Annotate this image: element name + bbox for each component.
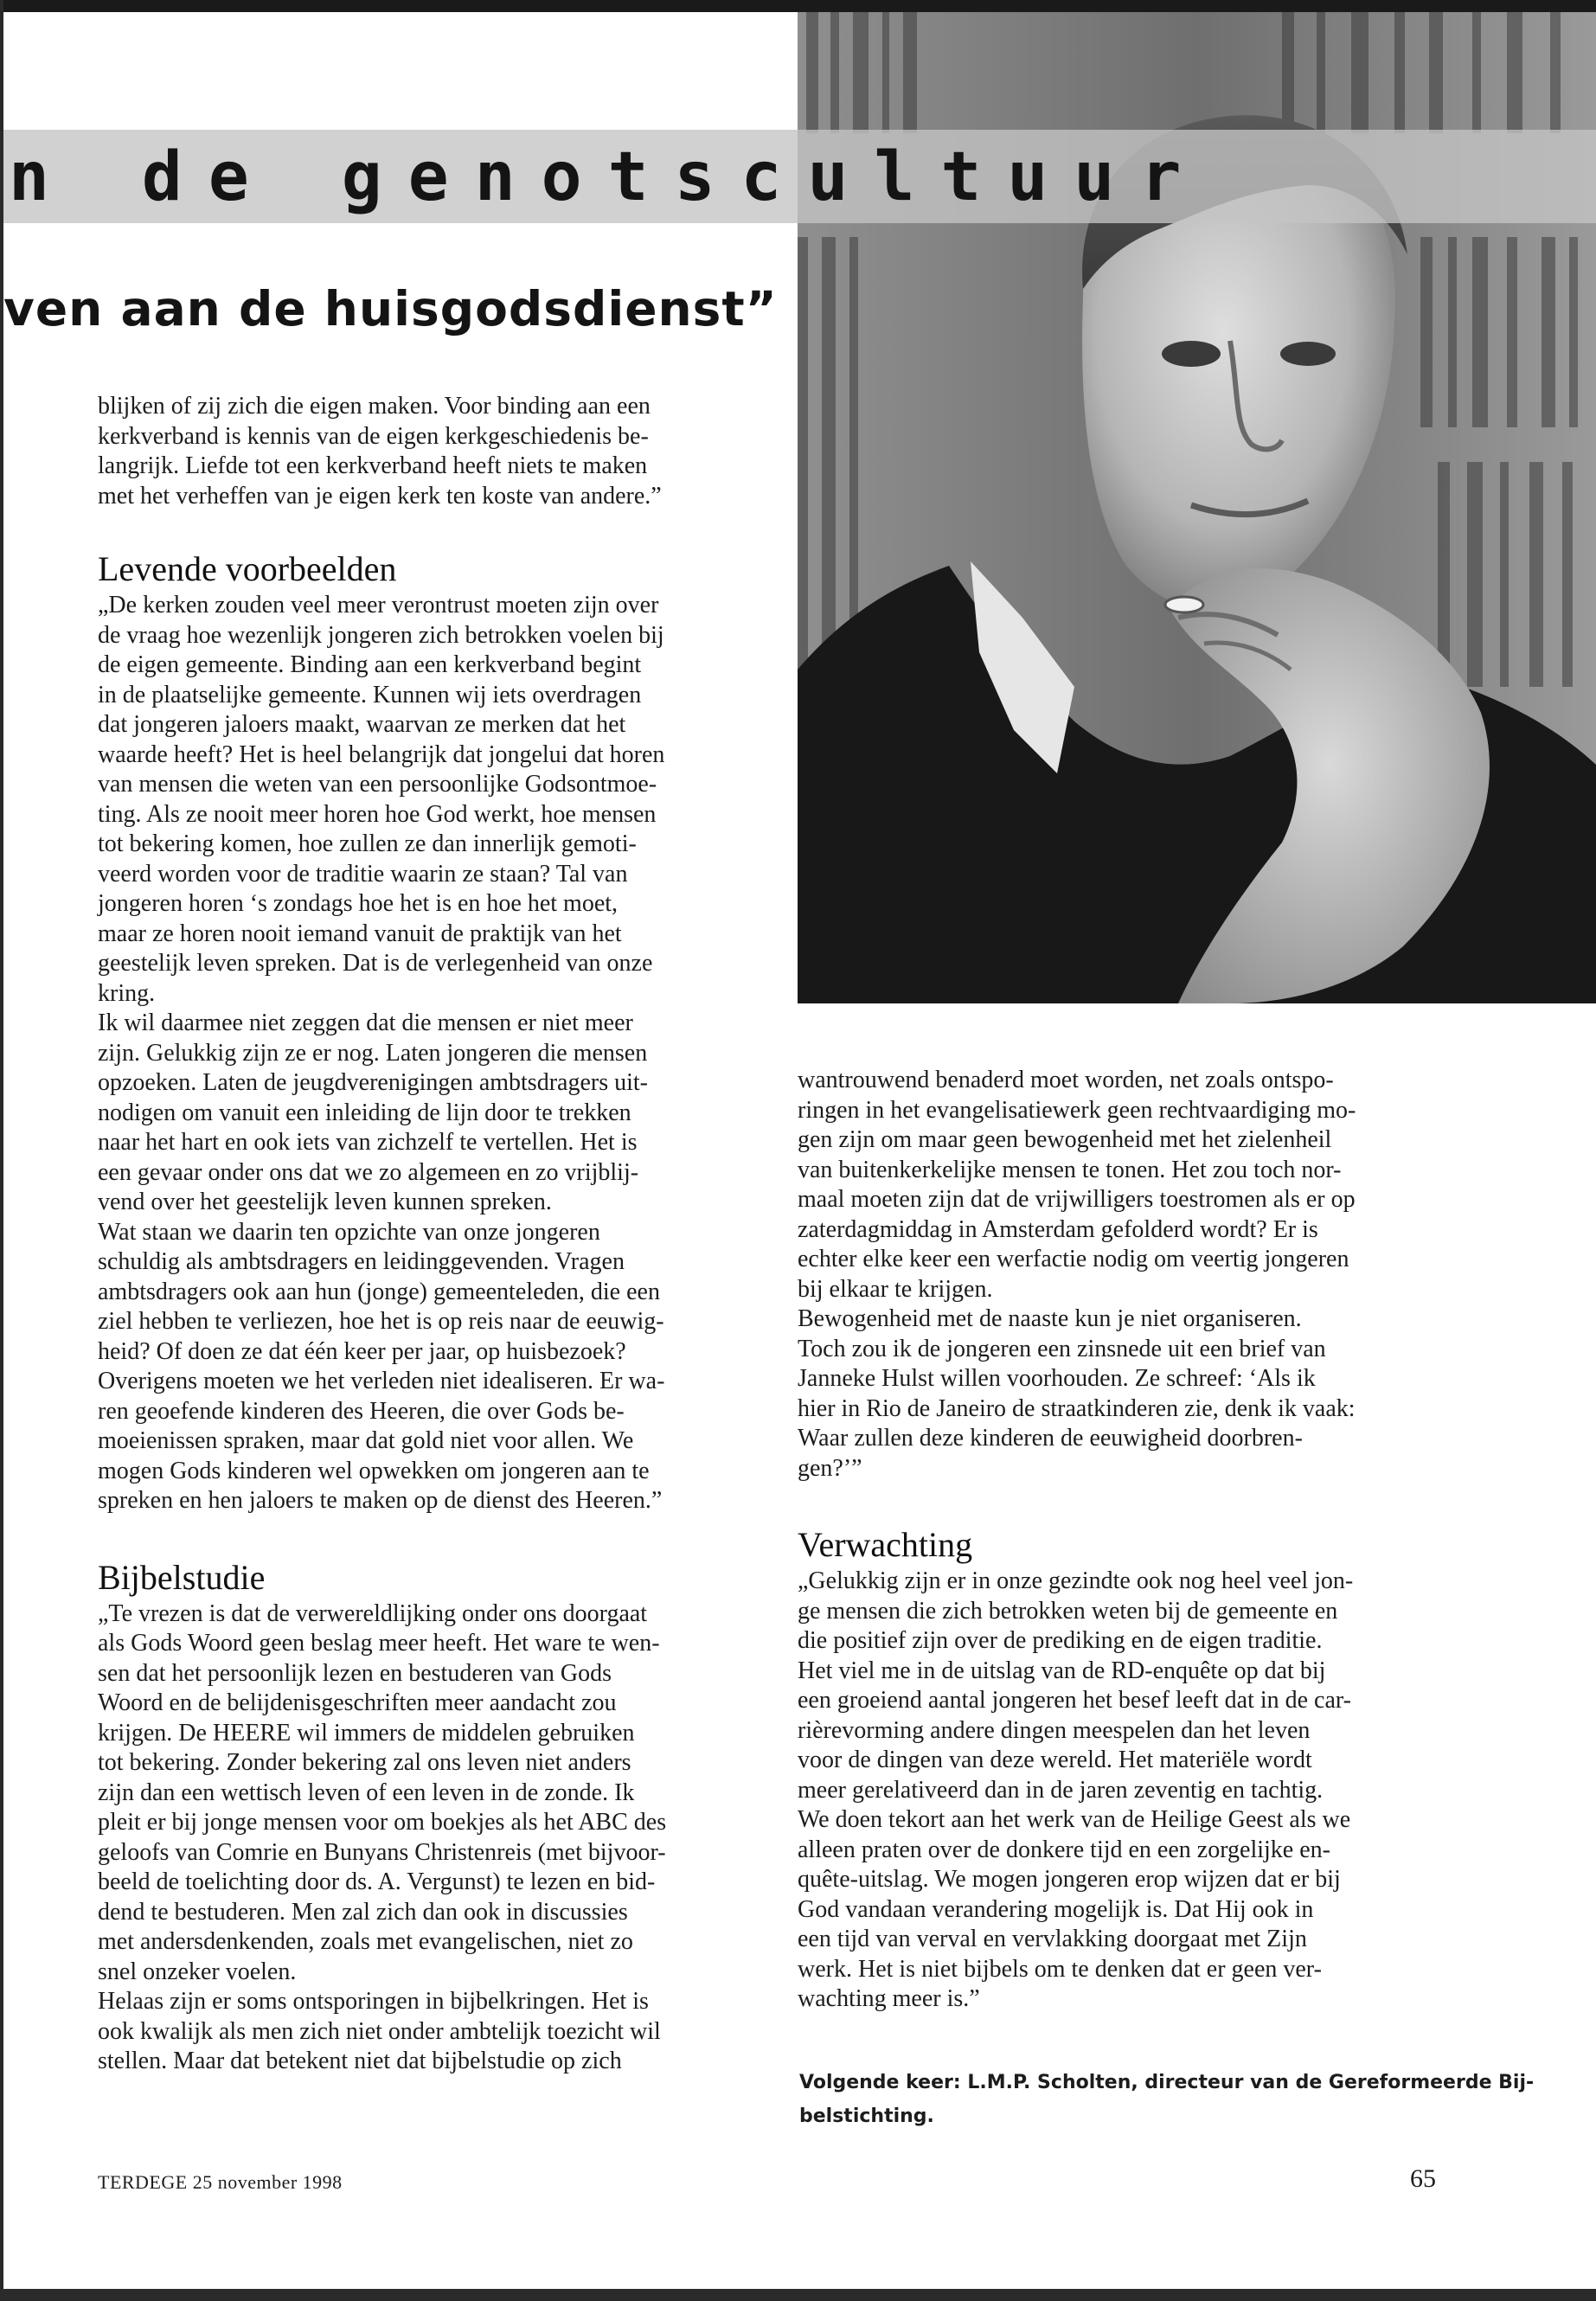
text-line: kerkverband is kennis van de eigen kerkgeschiedenis be-: [98, 422, 649, 450]
text-line: echter elke keer een werfactie nodig om veertig jongeren: [798, 1246, 1349, 1272]
next-issue-note: [799, 2066, 1535, 2133]
right-column: [798, 1066, 1429, 2015]
text-line: Woord en de belijdenisgeschriften meer aandacht zou: [98, 1689, 617, 1716]
text-line: voor de dingen van deze wereld. Het materiële wordt: [798, 1747, 1312, 1773]
text-line: die positief zijn over de prediking en de eigen traditie.: [798, 1627, 1323, 1654]
text-line: ringen in het evangelisatiewerk geen rechtvaardiging mo-: [798, 1096, 1356, 1124]
left-column: [98, 392, 755, 2077]
text-line: schuldig als ambtsdragers en leidinggevenden. Vragen: [98, 1248, 625, 1275]
heading-bijbelstudie: Bijbelstudie: [98, 1557, 266, 1597]
text-line: belstichting.: [799, 2106, 934, 2127]
text-line: hier in Rio de Janeiro de straatkinderen zie, denk ik vaak:: [798, 1394, 1356, 1422]
text-line: als Gods Woord geen beslag meer heeft. Het ware te wen-: [98, 1630, 660, 1657]
text-line: snel onzeker voelen.: [98, 1958, 297, 1985]
article-title: ven aan de huisgodsdienst”: [3, 281, 778, 336]
text-line: rièrevorming andere dingen meespelen dan het leven: [798, 1716, 1311, 1744]
text-line: vend over het geestelijk leven kunnen spreken.: [98, 1189, 552, 1215]
text-line: Toch zou ik de jongeren een zinsnede uit een brief van: [798, 1335, 1326, 1362]
continuation-paragraph: [798, 1066, 1429, 1484]
text-line: kring.: [98, 979, 156, 1007]
page-left-edge: [0, 0, 3, 2301]
section-levende-voorbeelden: [98, 591, 755, 1516]
text-line: Het viel me in de uitslag van de RD-enquête op dat bij: [798, 1657, 1326, 1684]
text-line: met het verheffen van je eigen kerk ten koste van andere.”: [98, 482, 662, 510]
text-line: een gevaar onder ons dat we zo algemeen en zo vrijblij-: [98, 1158, 639, 1186]
text-line: werk. Het is niet bijbels om te denken dat er geen ver-: [798, 1955, 1322, 1983]
text-line: opzoeken. Laten de jeugdverenigingen ambtsdragers uit-: [98, 1069, 648, 1096]
text-line: wantrouwend benaderd moet worden, net zoals ontspo-: [798, 1067, 1334, 1093]
text-line: Waar zullen deze kinderen de eeuwigheid doorbren-: [798, 1425, 1303, 1452]
text-line: alleen praten over de donkere tijd en een zorgelijke en-: [798, 1836, 1330, 1863]
intro-paragraph: [98, 392, 755, 511]
text-line: ambtsdragers ook aan hun (jonge) gemeenteleden, die een: [98, 1278, 660, 1305]
text-line: zaterdagmiddag in Amsterdam gefolderd wordt? Er is: [798, 1215, 1318, 1243]
text-line: zijn. Gelukkig zijn ze er nog. Laten jongeren die mensen: [98, 1039, 648, 1067]
text-line: veerd worden voor de traditie waarin ze staan? Tal van: [98, 860, 628, 888]
text-line: in de plaatselijke gemeente. Kunnen wij iets overdragen: [98, 681, 642, 708]
text-line: sen dat het persoonlijk lezen en bestuderen van Gods: [98, 1659, 612, 1687]
text-line: „De kerken zouden veel meer verontrust moeten zijn over: [98, 592, 659, 619]
publication-footer: TERDEGE 25 november 1998: [98, 2171, 343, 2193]
page-number: 65: [1410, 2164, 1436, 2193]
text-line: „Gelukkig zijn er in onze gezindte ook nog heel veel jon-: [798, 1567, 1354, 1594]
text-line: moeienissen spraken, maar dat gold niet voor allen. We: [98, 1427, 634, 1454]
text-line: heid? Of doen ze dat één keer per jaar, op huisbezoek?: [98, 1337, 626, 1365]
text-line: de vraag hoe wezenlijk jongeren zich betrokken voelen bij: [98, 621, 664, 649]
text-line: Volgende keer: L.M.P. Scholten, directeur van de Gereformeerde Bij-: [799, 2072, 1535, 2093]
heading-levende-voorbeelden: Levende voorbeelden: [98, 549, 397, 588]
section-bijbelstudie: [98, 1599, 755, 2077]
text-line: naar het hart en ook iets van zichzelf te vertellen. Het is: [98, 1129, 638, 1156]
text-line: van mensen die weten van een persoonlijke Godsontmoe-: [98, 771, 657, 798]
text-line: We doen tekort aan het werk van de Heilige Geest als we: [798, 1806, 1351, 1833]
text-line: jongeren horen ‘s zondags hoe het is en hoe het moet,: [98, 890, 619, 917]
text-line: maal moeten zijn dat de vrijwilligers toestromen als er op: [798, 1186, 1356, 1213]
text-line: nodigen om vanuit een inleiding de lijn door te trekken: [98, 1099, 631, 1126]
text-line: Helaas zijn er soms ontsporingen in bijbelkringen. Het is: [98, 1988, 649, 2015]
text-line: zijn dan een wettisch leven of een leven in de zonde. Ik: [98, 1779, 635, 1806]
text-line: ting. Als ze nooit meer horen hoe God werkt, hoe mensen: [98, 800, 657, 828]
text-line: stellen. Maar dat betekent niet dat bijbelstudie op zich: [98, 2048, 622, 2074]
text-line: krijgen. De HEERE wil immers de middelen gebruiken: [98, 1719, 635, 1747]
page-top-border: [0, 0, 1596, 12]
text-line: dend te bestuderen. Men zal zich dan ook in discussies: [98, 1898, 628, 1926]
text-line: ge mensen die zich betrokken weten bij de gemeente en: [798, 1597, 1338, 1625]
section-kicker: n de genotscultuur: [9, 138, 1208, 216]
text-line: wachting meer is.”: [798, 1985, 980, 2012]
text-line: dat jongeren jaloers maakt, waarvan ze merken dat het: [98, 711, 626, 738]
text-line: quête-uitslag. We mogen jongeren erop wijzen dat er bij: [798, 1866, 1341, 1893]
section-verwachting: [798, 1567, 1429, 2015]
text-line: tot bekering komen, hoe zullen ze dan innerlijk gemoti-: [98, 830, 637, 857]
text-line: ren geoefende kinderen des Heeren, die over Gods be-: [98, 1397, 625, 1425]
text-line: mogen Gods kinderen wel opwekken om jongeren aan te: [98, 1457, 650, 1484]
text-line: God vandaan verandering mogelijk is. Dat Hij ook in: [798, 1895, 1314, 1923]
text-line: maar ze horen nooit iemand vanuit de praktijk van het: [98, 920, 622, 947]
text-line: beeld de toelichting door ds. A. Vergunst) te lezen en bid-: [98, 1868, 656, 1895]
text-line: de eigen gemeente. Binding aan een kerkverband begint: [98, 651, 642, 678]
text-line: een tijd van verval en vervlakking doorgaat met Zijn: [798, 1926, 1307, 1952]
text-line: „Te vrezen is dat de verwereldlijking onder ons doorgaat: [98, 1599, 648, 1627]
text-line: Ik wil daarmee niet zeggen dat die mensen er niet meer: [98, 1009, 633, 1036]
text-line: bij elkaar te krijgen.: [798, 1275, 993, 1303]
text-line: van buitenkerkelijke mensen te tonen. Het zou toch nor-: [798, 1156, 1342, 1183]
text-line: geloofs van Comrie en Bunyans Christenreis (met bijvoor-: [98, 1838, 666, 1866]
text-line: Bewogenheid met de naaste kun je niet organiseren.: [798, 1305, 1302, 1332]
heading-verwachting: Verwachting: [798, 1525, 973, 1564]
page-bottom-border: [0, 2289, 1596, 2301]
text-line: ook kwalijk als men zich niet onder ambtelijk toezicht wil: [98, 2017, 661, 2045]
text-line: Overigens moeten we het verleden niet idealiseren. Er wa-: [98, 1368, 665, 1394]
text-line: blijken of zij zich die eigen maken. Voor binding aan een: [98, 393, 651, 420]
text-line: Wat staan we daarin ten opzichte van onze jongeren: [98, 1218, 600, 1246]
text-line: langrijk. Liefde tot een kerkverband heeft niets te maken: [98, 452, 648, 479]
text-line: geestelijk leven spreken. Dat is de verlegenheid van onze: [98, 950, 653, 977]
text-line: gen?’”: [798, 1454, 862, 1482]
text-line: Janneke Hulst willen voorhouden. Ze schreef: ‘Als ik: [798, 1365, 1316, 1392]
text-line: tot bekering. Zonder bekering zal ons leven niet anders: [98, 1749, 631, 1776]
text-line: spreken en hen jaloers te maken op de dienst des Heeren.”: [98, 1487, 663, 1514]
text-line: gen zijn om maar geen bewogenheid met het zielenheil: [798, 1126, 1332, 1153]
text-line: met andersdenkenden, zoals met evangelischen, niet zo: [98, 1928, 633, 1955]
text-line: meer gerelativeerd dan in de jaren zeventig en tachtig.: [798, 1776, 1324, 1804]
text-line: pleit er bij jonge mensen voor om boekjes als het ABC des: [98, 1809, 667, 1836]
text-line: waarde heeft? Het is heel belangrijk dat jongelui dat horen: [98, 740, 665, 768]
text-line: een groeiend aantal jongeren het besef leeft dat in de car-: [798, 1687, 1351, 1714]
text-line: ziel hebben te verliezen, hoe het is op reis naar de eeuwig-: [98, 1308, 664, 1335]
